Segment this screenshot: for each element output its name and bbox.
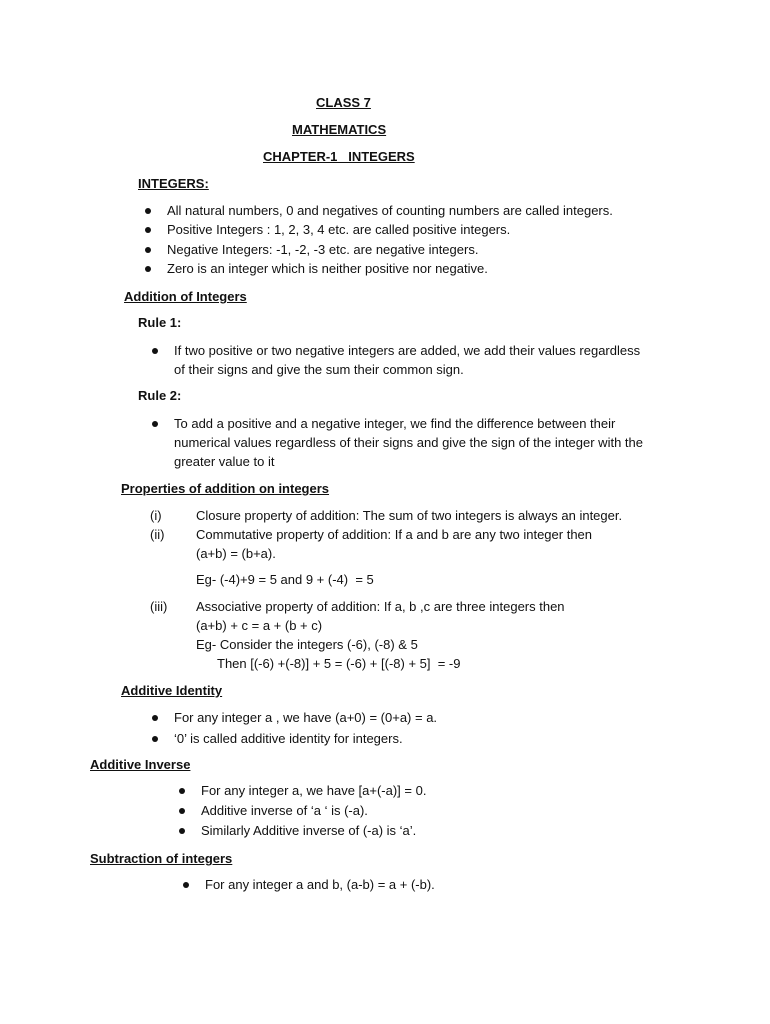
additive-inverse-heading: Additive Inverse: [90, 757, 191, 772]
property-line: (a+b) = (b+a).: [196, 546, 276, 561]
rule2-line: To add a positive and a negative integer, we find the difference between their: [174, 416, 616, 431]
property-example: Eg- (-4)+9 = 5 and 9 + (-4) = 5: [196, 572, 374, 587]
rule2-label: Rule 2:: [138, 388, 182, 403]
property-example: Eg- Consider the integers (-6), (-8) & 5: [196, 637, 418, 652]
bullet-icon: [152, 348, 158, 354]
bullet-icon: [145, 227, 151, 233]
property-line: (a+b) + c = a + (b + c): [196, 618, 323, 633]
properties-heading: Properties of addition on integers: [121, 481, 330, 496]
rule2-line: greater value to it: [174, 454, 275, 469]
property-line: Commutative property of addition: If a and b are any two integer then: [196, 527, 593, 542]
additive-identity-heading: Additive Identity: [121, 683, 223, 698]
list-item: ‘0’ is called additive identity for integers.: [174, 731, 403, 746]
property-numeral: (ii): [150, 527, 165, 542]
rule1-label: Rule 1:: [138, 315, 182, 330]
bullet-icon: [179, 808, 185, 814]
class-title: CLASS 7: [316, 95, 371, 110]
list-item: For any integer a, we have [a+(-a)] = 0.: [201, 783, 427, 798]
rule1-line: If two positive or two negative integers are added, we add their values regardless: [174, 343, 641, 358]
subtraction-heading: Subtraction of integers: [90, 851, 233, 866]
property-line: Associative property of addition: If a, b ,c are three integers then: [196, 599, 565, 614]
list-item: For any integer a , we have (a+0) = (0+a) = a.: [174, 710, 438, 725]
bullet-icon: [179, 788, 185, 794]
list-item: All natural numbers, 0 and negatives of counting numbers are called integers.: [167, 203, 613, 218]
list-item: Zero is an integer which is neither positive nor negative.: [167, 261, 488, 276]
property-numeral: (iii): [150, 599, 168, 614]
bullet-icon: [145, 247, 151, 253]
property-line: Closure property of addition: The sum of two integers is always an integer.: [196, 508, 623, 523]
chapter-title: CHAPTER-1 INTEGERS: [263, 149, 415, 164]
bullet-icon: [145, 266, 151, 272]
list-item: For any integer a and b, (a-b) = a + (-b).: [205, 877, 435, 892]
addition-heading: Addition of Integers: [124, 289, 247, 304]
rule2-line: numerical values regardless of their signs and give the sign of the integer with the: [174, 435, 643, 450]
list-item: Similarly Additive inverse of (-a) is ‘a’.: [201, 823, 417, 838]
property-numeral: (i): [150, 508, 162, 523]
subject-title: MATHEMATICS: [292, 122, 387, 137]
bullet-icon: [183, 882, 189, 888]
rule1-line: of their signs and give the sum their common sign.: [174, 362, 464, 377]
bullet-icon: [145, 208, 151, 214]
bullet-icon: [152, 421, 158, 427]
integers-heading: INTEGERS:: [138, 176, 209, 191]
list-item: Negative Integers: -1, -2, -3 etc. are negative integers.: [167, 242, 479, 257]
bullet-icon: [179, 828, 185, 834]
property-example: Then [(-6) +(-8)] + 5 = (-6) + [(-8) + 5] = -9: [217, 656, 461, 671]
list-item: Additive inverse of ‘a ‘ is (-a).: [201, 803, 368, 818]
list-item: Positive Integers : 1, 2, 3, 4 etc. are called positive integers.: [167, 222, 511, 237]
bullet-icon: [152, 736, 158, 742]
bullet-icon: [152, 715, 158, 721]
